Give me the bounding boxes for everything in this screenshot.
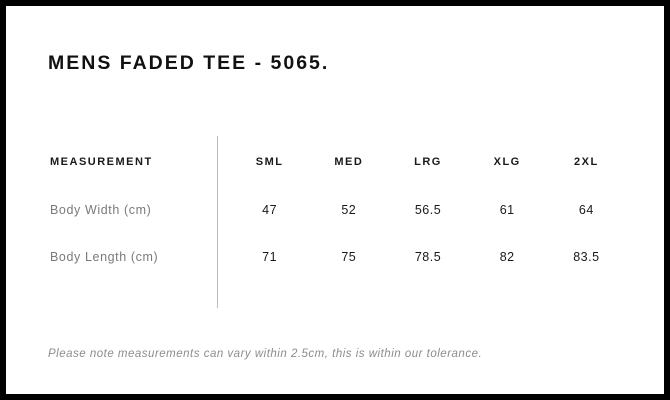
page-title: MENS FADED TEE - 5065.: [48, 52, 330, 74]
cell-body-width-med: 52: [341, 202, 357, 217]
table-row: [48, 186, 626, 233]
cell-body-length-2xl: 83.5: [573, 249, 600, 264]
cell-body-width-xlg: 61: [499, 202, 515, 217]
size-chart-card: [6, 6, 664, 394]
cell-body-length-med: 75: [341, 249, 357, 264]
cell-body-length-sml: 71: [262, 249, 278, 264]
cell-body-width-lrg: 56.5: [414, 202, 442, 217]
column-header-med: MED: [334, 156, 364, 168]
cell-body-length-xlg: 82: [499, 249, 515, 264]
table-header-row: [48, 138, 626, 186]
row-label-body-length: Body Length (cm): [50, 249, 159, 264]
cell-body-width-2xl: 64: [578, 202, 594, 217]
cell-body-length-lrg: 78.5: [414, 249, 442, 264]
column-header-xlg: XLG: [493, 156, 521, 168]
cell-body-width-sml: 47: [262, 202, 278, 217]
tolerance-note: Please note measurements can vary within 2.5cm, this is within our tolerance.: [48, 348, 483, 360]
table-row: [48, 233, 626, 280]
column-header-measurement: MEASUREMENT: [50, 156, 153, 168]
size-chart-table-wrapper: [48, 138, 626, 280]
size-chart-table: [48, 138, 626, 280]
column-header-sml: SML: [255, 156, 284, 168]
row-label-body-width: Body Width (cm): [50, 202, 152, 217]
column-header-lrg: LRG: [414, 156, 442, 168]
column-header-2xl: 2XL: [574, 156, 599, 168]
